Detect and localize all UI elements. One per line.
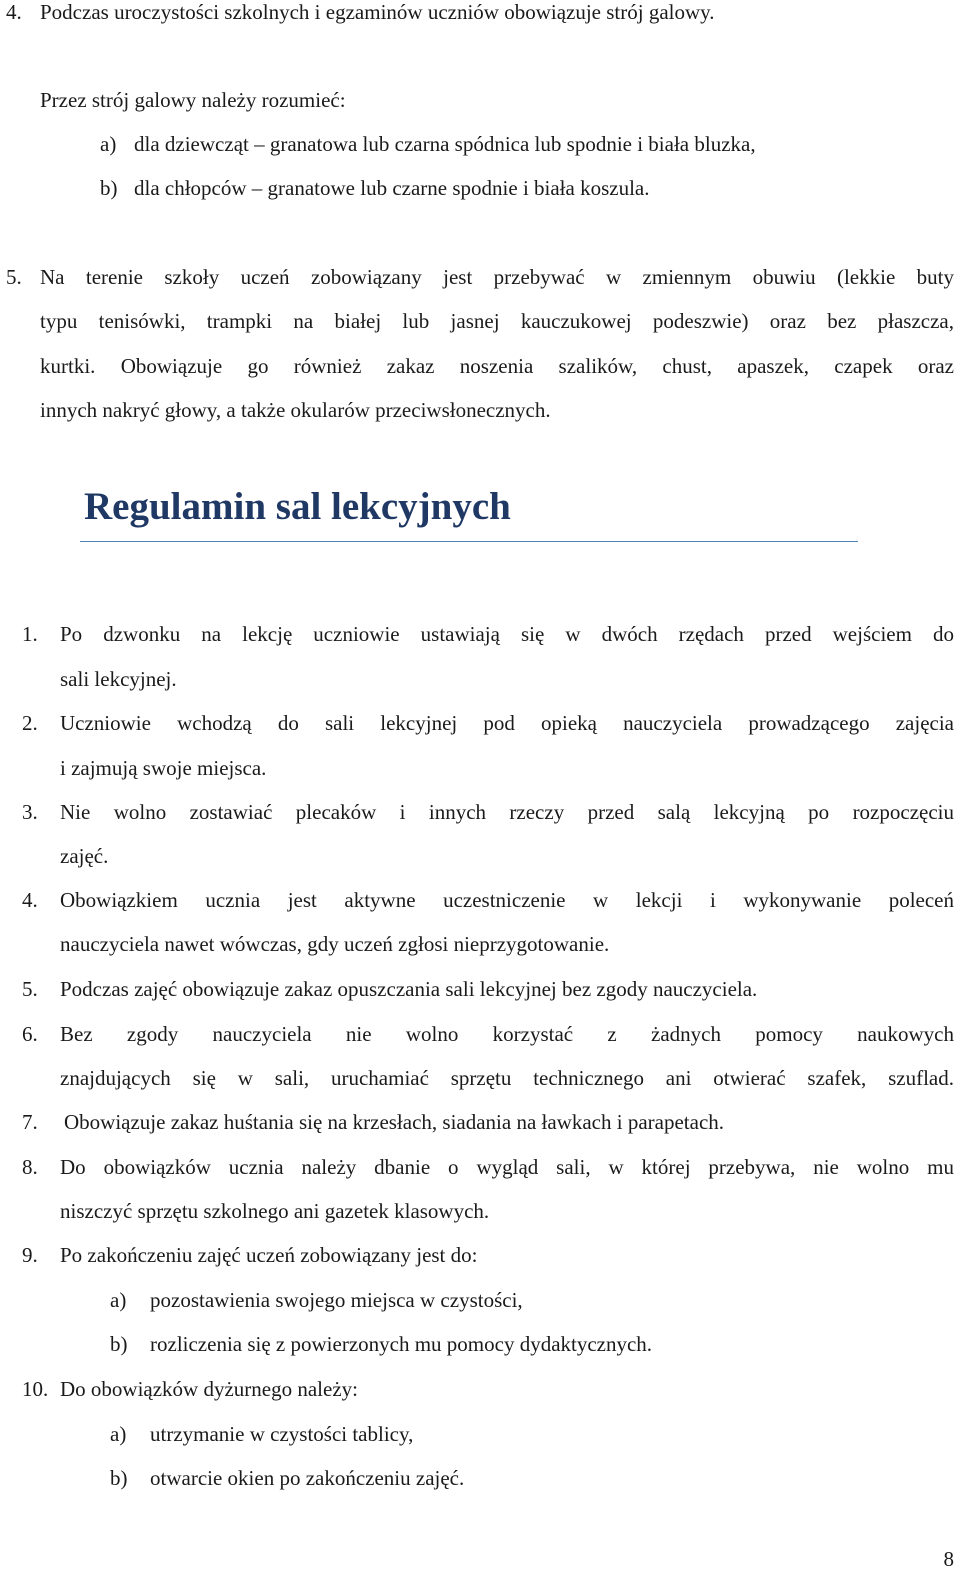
rule-text: sali lekcyjnej. [60, 667, 177, 691]
list-number: 1. [22, 622, 38, 646]
heading-underline [80, 541, 858, 542]
list-item-text: otwarcie okien po zakończeniu zajęć. [150, 1466, 465, 1490]
rule-text: niszczyć sprzętu szkolnego ani gazetek klasowych. [60, 1199, 490, 1223]
rule-text: Po zakończeniu zajęć uczeń zobowiązany jest do: [60, 1243, 478, 1267]
list-item-text: pozostawienia swojego miejsca w czystości, [150, 1288, 523, 1312]
list-number: 10. [22, 1377, 49, 1401]
page-number: 8 [943, 1547, 954, 1571]
list-number: 5. [22, 977, 38, 1001]
list-number: 4. [6, 0, 22, 24]
section-heading: Regulamin sal lekcyjnych [84, 485, 511, 528]
list-marker: a) [110, 1422, 127, 1446]
rule-text: Podczas zajęć obowiązuje zakaz opuszczania sali lekcyjnej bez zgody nauczyciela. [60, 977, 758, 1001]
list-number: 4. [22, 888, 38, 912]
list-number: 7. [22, 1110, 38, 1134]
list-item-text: rozliczenia się z powierzonych mu pomocy dydaktycznych. [150, 1332, 653, 1356]
rule-text: Obowiązuje zakaz huśtania się na krzesłach, siadania na ławkach i parapetach. [64, 1110, 725, 1134]
rule-text: zajęć. [60, 844, 109, 868]
rule-text: znajdujących się w sali, uruchamiać sprzętu technicznego ani otwierać szafek, szuflad. [60, 1066, 954, 1090]
list-marker: a) [110, 1288, 127, 1312]
list-item-text: utrzymanie w czystości tablicy, [150, 1422, 414, 1446]
rule-text: Nie wolno zostawiać plecaków i innych rzeczy przed salą lekcyjną po rozpoczęciu [60, 800, 954, 824]
list-number: 9. [22, 1243, 38, 1267]
list-marker: b) [110, 1332, 128, 1356]
rule-text: Obowiązkiem ucznia jest aktywne uczestniczenie w lekcji i wykonywanie poleceń [60, 888, 954, 912]
rule-text: i zajmują swoje miejsca. [60, 756, 267, 780]
list-number: 2. [22, 711, 38, 735]
list-number: 6. [22, 1022, 38, 1046]
rule-text: Do obowiązków dyżurnego należy: [60, 1377, 358, 1401]
rule-text: nauczyciela nawet wówczas, gdy uczeń zgłosi nieprzygotowanie. [60, 932, 610, 956]
rule-text: Uczniowie wchodzą do sali lekcyjnej pod opieką nauczyciela prowadzącego zajęcia [60, 711, 954, 735]
list-number: 8. [22, 1155, 38, 1179]
list-marker: b) [110, 1466, 128, 1490]
list-number: 3. [22, 800, 38, 824]
section-4-text: Podczas uroczystości szkolnych i egzaminów uczniów obowiązuje strój galowy. [40, 0, 715, 24]
rule-text: Bez zgody nauczyciela nie wolno korzystać z żadnych pomocy naukowych [60, 1022, 954, 1046]
rule-text: Po dzwonku na lekcję uczniowie ustawiają się w dwóch rzędach przed wejściem do [60, 622, 954, 646]
list-number: 5. [6, 265, 22, 289]
rule-text: Do obowiązków ucznia należy dbanie o wygląd sali, w której przebywa, nie wolno mu [60, 1155, 954, 1179]
